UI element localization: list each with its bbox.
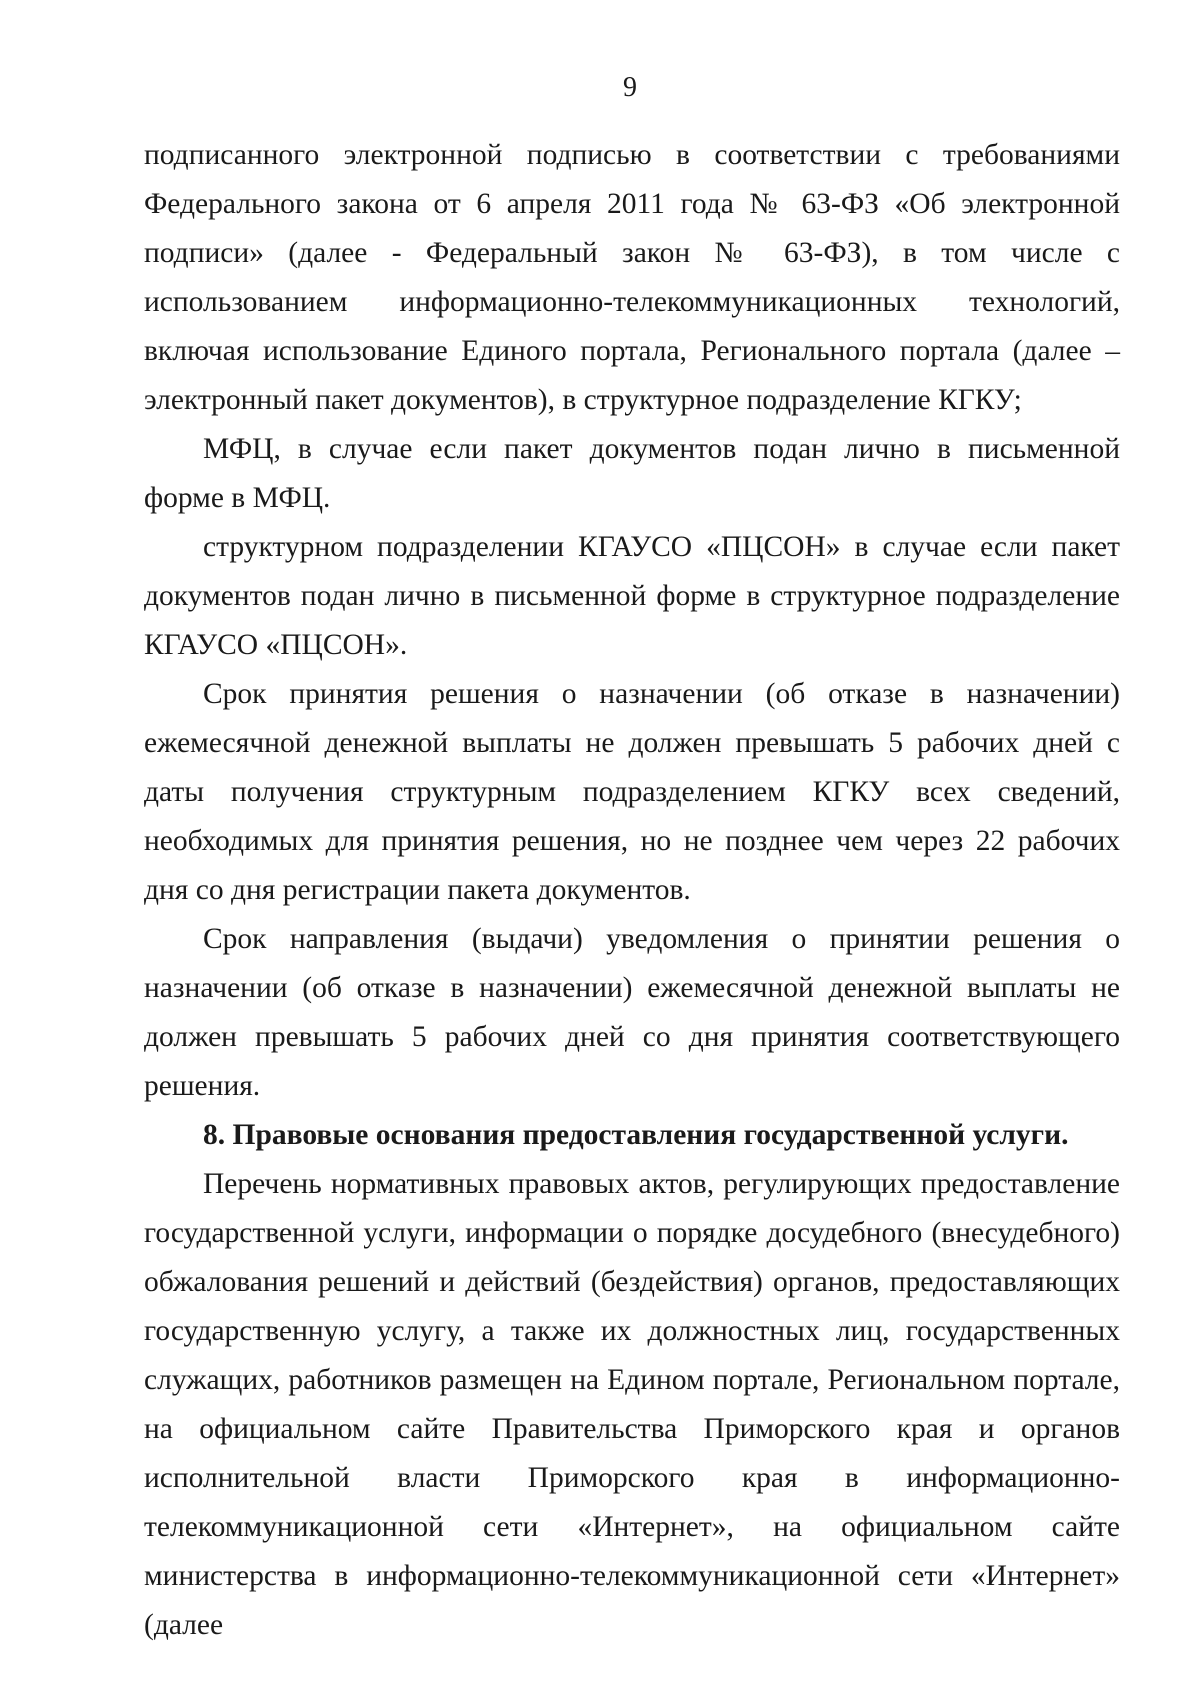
section-heading-legal-basis: 8. Правовые основания предоставления государственной услуги.: [203, 1119, 1069, 1151]
paragraph-kgauso: структурном подразделении КГАУСО «ПЦСОН» в случае если пакет документов подан лично в письменной форме в структурное подразделение КГАУСО «ПЦСОН».: [144, 531, 1120, 661]
paragraph-electronic-signature: подписанного электронной подписью в соответствии с требованиями Федерального закона от 6 апреля 2011 года № 63-ФЗ «Об электронной подписи» (далее - Федеральный закон № 63-ФЗ), в том числе с использованием информационно-телекоммуникационных технологий, включая использование Единого портала, Регионального портала (далее – электронный пакет документов), в структурное подразделение КГКУ;: [144, 139, 1120, 416]
page-number: 9: [623, 72, 637, 103]
paragraph-decision-term: Срок принятия решения о назначении (об отказе в назначении) ежемесячной денежной выплаты не должен превышать 5 рабочих дней с даты получения структурным подразделением КГКУ всех сведений, необходимых для принятия решения, но не позднее чем через 22 рабочих дня со дня регистрации пакета документов.: [144, 678, 1120, 906]
paragraph-notification-term: Срок направления (выдачи) уведомления о принятии решения о назначении (об отказе в назначении) ежемесячной денежной выплаты не должен превышать 5 рабочих дней со дня принятия соответствующего решения.: [144, 923, 1120, 1102]
paragraph-mfc: МФЦ, в случае если пакет документов подан лично в письменной форме в МФЦ.: [144, 433, 1120, 514]
document-body: [144, 131, 1120, 1650]
paragraph-legal-acts-list: Перечень нормативных правовых актов, регулирующих предоставление государственной услуги, информации о порядке досудебного (внесудебного) обжалования решений и действий (бездействия) органов, предоставляющих государственную услугу, а также их должностных лиц, государственных служащих, работников размещен на Едином портале, Региональном портале, на официальном сайте Правительства Приморского края и органов исполнительной власти Приморского края в информационно-телекоммуникационной сети «Интернет», на официальном сайте министерства в информационно-телекоммуникационной сети «Интернет» (далее: [144, 1168, 1120, 1641]
